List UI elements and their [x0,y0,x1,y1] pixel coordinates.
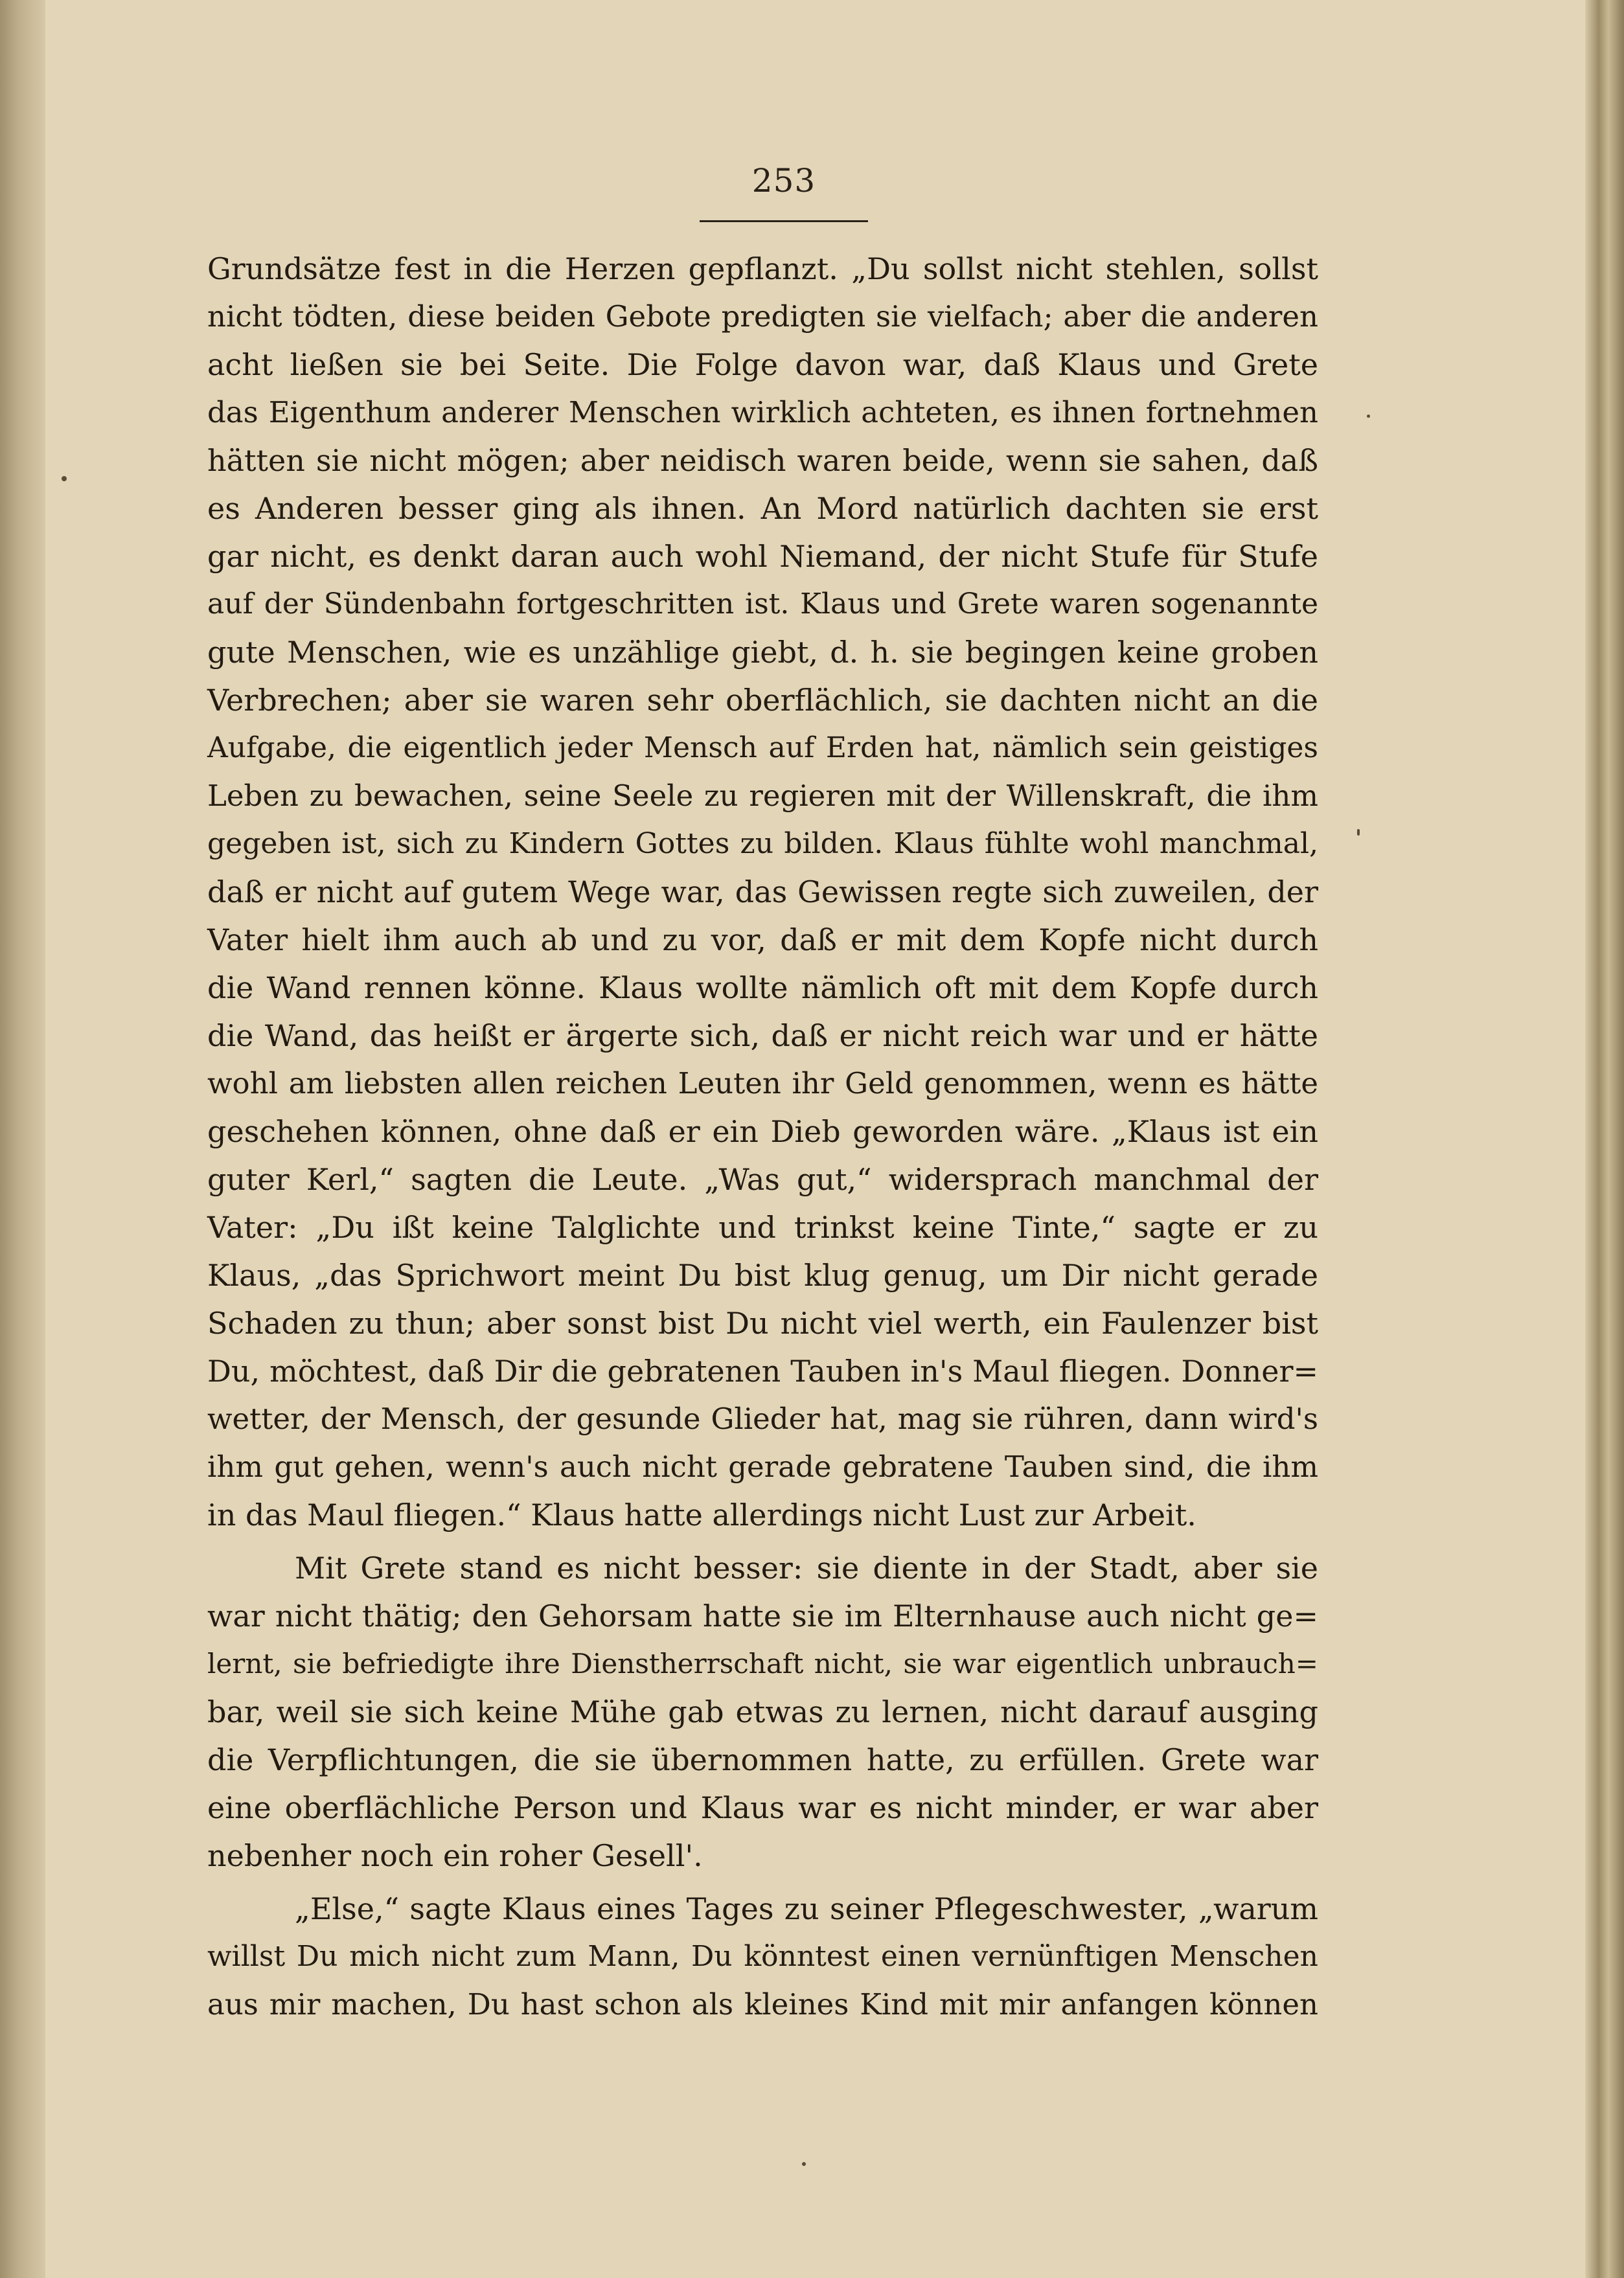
text-line: wetter, der Mensch, der gesunde Glieder hat, mag sie rühren, dann wird's [207,1402,1318,1436]
text-line: auf der Sündenbahn fortgeschritten ist. Klaus und Grete waren sogenannte [207,587,1318,621]
text-line: geschehen können, ohne daß er ein Dieb geworden wäre. „Klaus ist ein [207,1114,1318,1149]
text-line: ihm gut gehen, wenn's auch nicht gerade gebratene Tauben sind, die ihm [207,1450,1318,1484]
paper-speck [1357,829,1360,836]
text-line: die Wand, das heißt er ärgerte sich, daß er nicht reich war und er hätte [207,1018,1318,1053]
paragraph [207,245,1318,1539]
page-edges [1585,0,1624,2278]
text-line: lernt, sie befriedigte ihre Dienstherrschaft nicht, sie war eigentlich unbrauch= [207,1648,1318,1680]
paper-speck [1367,415,1370,418]
text-line: gar nicht, es denkt daran auch wohl Niemand, der nicht Stufe für Stufe [207,539,1318,574]
text-line: daß er nicht auf gutem Wege war, das Gewissen regte sich zuweilen, der [207,874,1318,909]
text-line: die Wand rennen könne. Klaus wollte nämlich oft mit dem Kopfe durch [207,970,1318,1005]
text-line: aus mir machen, Du hast schon als kleines Kind mit mir anfangen können [207,1987,1318,2022]
text-line: nicht tödten, diese beiden Gebote predigten sie vielfach; aber die anderen [207,299,1318,334]
text-line: Klaus, „das Sprichwort meint Du bist klug genug, um Dir nicht gerade [207,1258,1318,1293]
paragraph-gap [207,1539,1318,1544]
text-line: es Anderen besser ging als ihnen. An Mord natürlich dachten sie erst [207,491,1318,526]
text-line: guter Kerl,“ sagten die Leute. „Was gut,“ widersprach manchmal der [207,1162,1318,1197]
text-line: die Verpflichtungen, die sie übernommen hatte, zu erfüllen. Grete war [207,1742,1318,1777]
text-line: nebenher noch ein roher Gesell'. [207,1838,703,1873]
text-line: Aufgabe, die eigentlich jeder Mensch auf Erden hat, nämlich sein geistiges [207,731,1318,764]
paragraph [207,1544,1318,1880]
text-line: hätten sie nicht mögen; aber neidisch waren beide, wenn sie sahen, daß [207,443,1318,478]
text-line: willst Du mich nicht zum Mann, Du könntest einen vernünftigen Menschen [207,1940,1318,1973]
text-line: wohl am liebsten allen reichen Leuten ihr Geld genommen, wenn es hätte [207,1066,1318,1100]
text-line: gute Menschen, wie es unzählige giebt, d. h. sie begingen keine groben [207,635,1318,670]
text-line: Vater hielt ihm auch ab und zu vor, daß er mit dem Kopfe nicht durch [207,922,1318,957]
text-line: „Else,“ sagte Klaus eines Tages zu seiner Pflegeschwester, „warum [295,1891,1318,1926]
text-line: Vater: „Du ißt keine Talglichte und trinkst keine Tinte,“ sagte er zu [207,1210,1318,1245]
text-line: bar, weil sie sich keine Mühe gab etwas zu lernen, nicht darauf ausging [207,1694,1318,1729]
text-line: Schaden zu thun; aber sonst bist Du nicht viel werth, ein Faulenzer bist [207,1306,1318,1341]
text-line: acht ließen sie bei Seite. Die Folge davon war, daß Klaus und Grete [207,347,1318,382]
page-number-rule [700,220,868,222]
paper-speck [62,476,67,481]
paper-speck [802,2162,806,2166]
paragraph-gap [207,1880,1318,1885]
text-line: in das Maul fliegen.“ Klaus hatte allerdings nicht Lust zur Arbeit. [207,1498,1196,1532]
text-line: Du, möchtest, daß Dir die gebratenen Tauben in's Maul fliegen. Donner= [207,1354,1318,1389]
paragraph [207,1885,1318,2029]
page-number: 253 [751,162,816,199]
text-line: das Eigenthum anderer Menschen wirklich achteten, es ihnen fortnehmen [207,395,1318,429]
text-line: gegeben ist, sich zu Kindern Gottes zu bilden. Klaus fühlte wohl manchmal, [207,827,1318,860]
text-line: Leben zu bewachen, seine Seele zu regieren mit der Willenskraft, die ihm [207,779,1318,813]
text-line: Mit Grete stand es nicht besser: sie diente in der Stadt, aber sie [295,1551,1318,1586]
text-line: eine oberflächliche Person und Klaus war es nicht minder, er war aber [207,1790,1318,1825]
text-line: war nicht thätig; den Gehorsam hatte sie im Elternhause auch nicht ge= [207,1599,1318,1634]
book-spine [0,0,45,2278]
text-line: Grundsätze fest in die Herzen gepflanzt. „Du sollst nicht stehlen, sollst [207,251,1318,286]
text-line: Verbrechen; aber sie waren sehr oberflächlich, sie dachten nicht an die [207,683,1318,718]
body-text [207,245,1318,2029]
